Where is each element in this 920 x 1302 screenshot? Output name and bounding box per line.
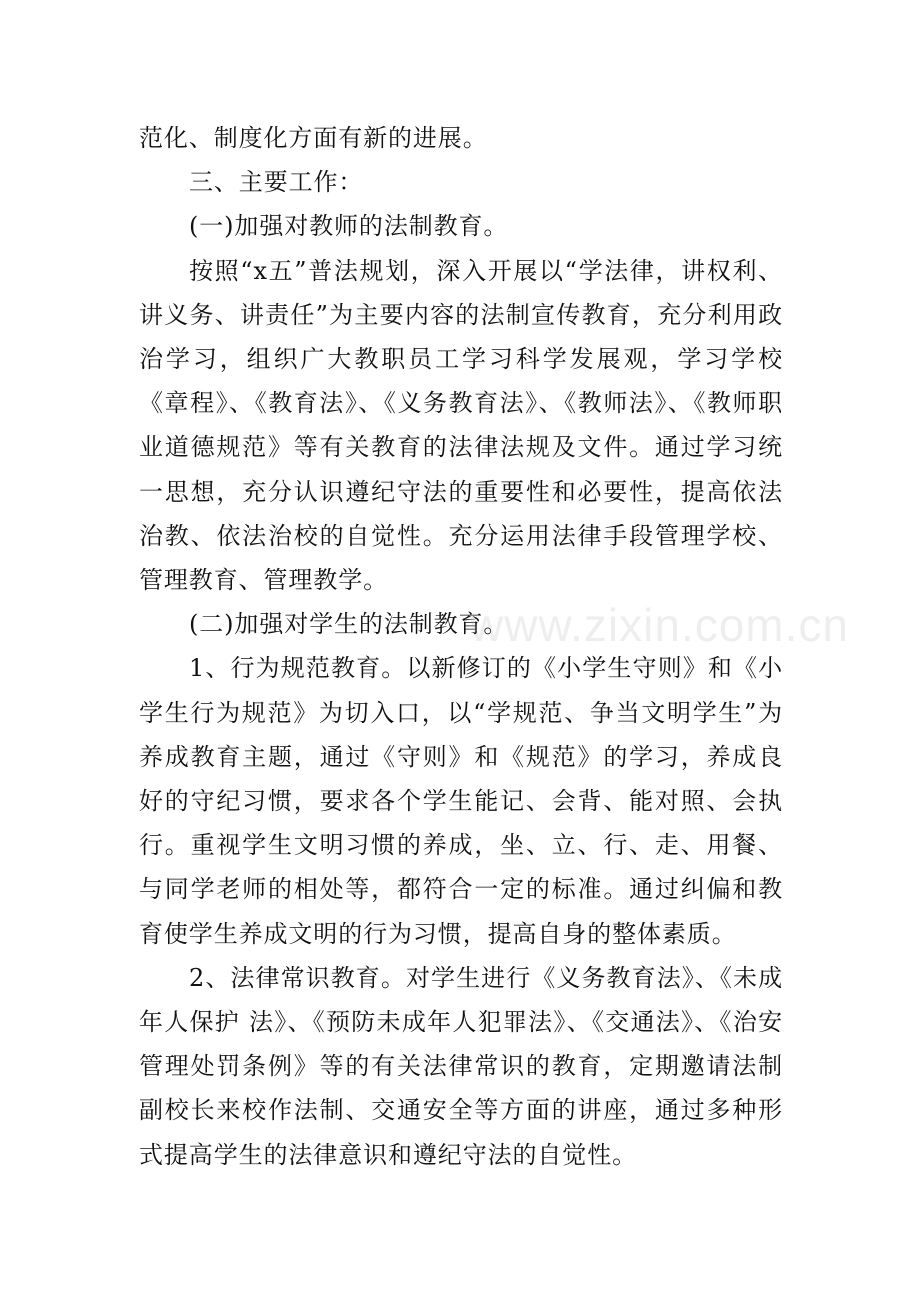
document-body xyxy=(139,116,783,1177)
watermark-text: www.zixin.com.cn xyxy=(470,599,849,651)
paragraph-behavior-norms-education: 1、行为规范教育。以新修订的《小学生守则》和《小学生行为规范》为切入口，以“学规范、争当文明学生”为养成教育主题，通过《守则》和《规范》的学习，养成良好的守纪习惯，要求各个学生能记、会背、能对照、会执行。重视学生文明习惯的养成，坐、立、行、走、用餐、与同学老师的相处等，都符合一定的标准。通过纠偏和教育使学生养成文明的行为习惯，提高自身的整体素质。 xyxy=(139,654,783,948)
paragraph-teacher-legal-education: 按照“x五”普法规划，深入开展以“学法律，讲权利、讲义务、讲责任”为主要内容的法制宣传教育，充分利用政治学习，组织广大教职员工学习科学发展观，学习学校《章程》、《教育法》、《义务教育法》、《教师法》、《教师职业道德规范》等有关教育的法律法规及文件。通过学习统一思想，充分认识遵纪守法的重要性和必要性，提高依法治教、依法治校的自觉性。充分运用法律手段管理学校、管理教育、管理教学。 xyxy=(139,256,783,595)
paragraph-continuation: 范化、制度化方面有新的进展。 xyxy=(139,124,488,152)
section-heading-main-work: 三、主要工作： xyxy=(189,168,364,197)
subheading-student-legal-education: (二)加强对学生的法制教育。 xyxy=(189,610,509,639)
paragraph-legal-knowledge-education: 2、法律常识教育。对学生进行《义务教育法》、《未成年人保护 法》、《预防未成年人犯罪法》、《交通法》、《治安管理处罚条例》等的有关法律常识的教育，定期邀请法制副校长来校作法制、交通安全等方面的讲座，通过多种形式提高学生的法律意识和遵纪守法的自觉性。 xyxy=(139,963,783,1169)
subheading-teacher-legal-education: (一)加强对教师的法制教育。 xyxy=(189,212,509,241)
